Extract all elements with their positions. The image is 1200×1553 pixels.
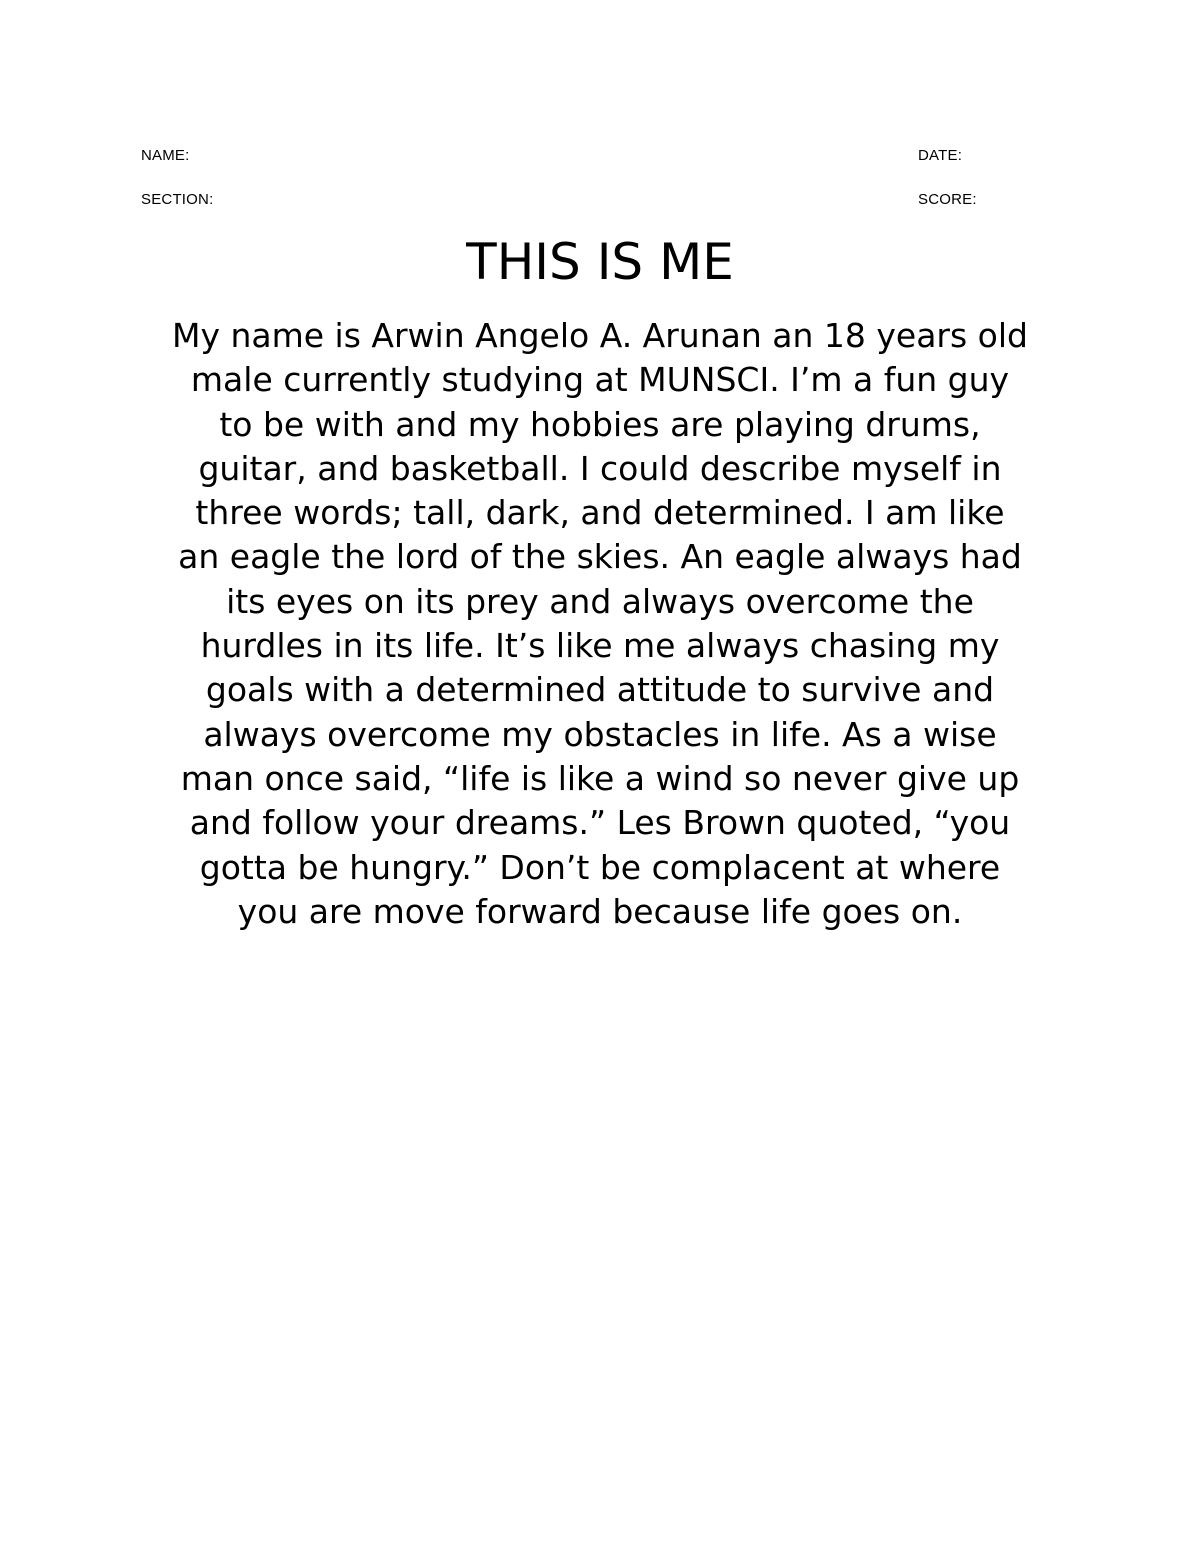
paragraph-line: guitar, and basketball. I could describe myself in xyxy=(198,448,1002,488)
paragraph-line: male currently studying at MUNSCI. I’m a fun guy xyxy=(190,360,1010,400)
paragraph-line: to be with and my hobbies are playing drums, xyxy=(219,404,981,444)
paragraph-line: three words; tall, dark, and determined. I am like xyxy=(195,493,1005,533)
paragraph-line: man once said, “life is like a wind so never give up xyxy=(180,758,1020,798)
paragraph-line: gotta be hungry.” Don’t be complacent at where xyxy=(199,847,1001,887)
score-label: SCORE: xyxy=(918,191,977,208)
paragraph-line: goals with a determined attitude to survive and xyxy=(205,670,995,710)
paragraph-line: its eyes on its prey and always overcome the xyxy=(226,581,974,621)
essay-paragraph xyxy=(135,314,1065,934)
paragraph-line: always overcome my obstacles in life. As a wise xyxy=(203,714,997,754)
name-label: NAME: xyxy=(141,147,190,164)
paragraph-line: My name is Arwin Angelo A. Arunan an 18 years old xyxy=(171,316,1028,355)
paragraph-line: an eagle the lord of the skies. An eagle always had xyxy=(178,537,1022,577)
section-label: SECTION: xyxy=(141,191,214,208)
paragraph-line: and follow your dreams.” Les Brown quoted, “you xyxy=(189,803,1011,843)
paragraph-line: hurdles in its life. It’s like me always chasing my xyxy=(200,626,1000,666)
document-title: THIS IS ME xyxy=(466,233,734,291)
paragraph-line: you are move forward because life goes on. xyxy=(237,891,963,931)
date-label: DATE: xyxy=(918,147,963,164)
